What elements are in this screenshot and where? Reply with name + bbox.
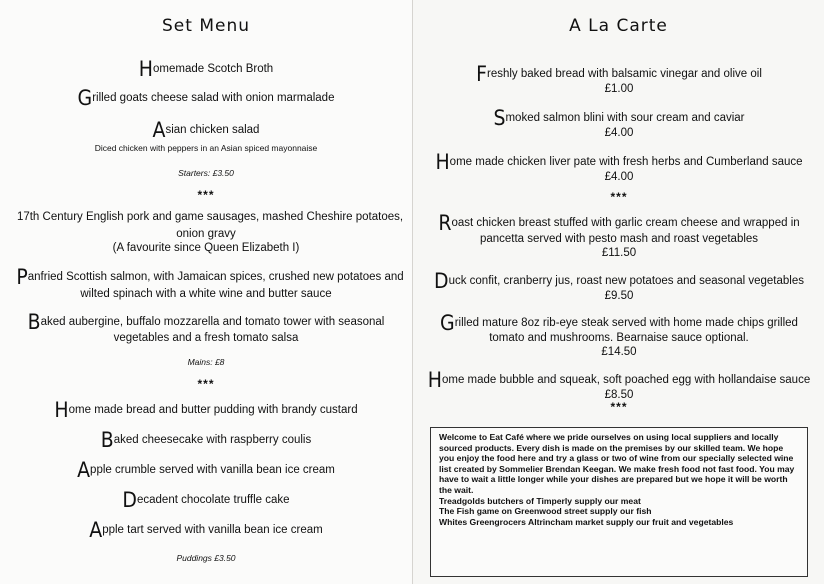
- set-main-2-line2: wilted spinach with a white wine and butter sauce: [80, 288, 332, 300]
- alc-main-4-price: £8.50: [604, 389, 634, 401]
- set-starter-2: Grilled goats cheese salad with onion marmalade: [77, 86, 335, 110]
- set-starter-1: Homemade Scotch Broth: [138, 57, 274, 81]
- set-pudding-4: Decadent chocolate truffle cake: [122, 488, 290, 512]
- set-main-2-line1: Panfried Scottish salmon, with Jamaican spices, crushed new potatoes and: [16, 265, 404, 289]
- alc-starter-1-price: £1.00: [604, 83, 634, 95]
- alc-main-4-line1: Home made bubble and squeak, soft poached egg with hollandaise sauce: [427, 368, 811, 392]
- starters-price: Starters: £3.50: [178, 168, 234, 178]
- set-main-1-line2: onion gravy: [176, 228, 236, 240]
- a-la-carte-title: A La Carte: [569, 16, 668, 36]
- set-menu-title: Set Menu: [162, 16, 250, 36]
- separator-1: ***: [197, 188, 215, 202]
- set-main-1-line1: 17th Century English pork and game sausages, mashed Cheshire potatoes,: [16, 211, 404, 223]
- alc-main-1-line1: Roast chicken breast stuffed with garlic cream cheese and wrapped in: [438, 211, 800, 235]
- puddings-price: Puddings £3.50: [176, 553, 236, 563]
- alc-main-2-price: £9.50: [604, 290, 634, 302]
- alc-starter-3: Home made chicken liver pate with fresh herbs and Cumberland sauce: [435, 150, 803, 174]
- alc-starter-1: Freshly baked bread with balsamic vinegar and olive oil: [476, 62, 762, 86]
- supplier-meat: Treadgolds butchers of Timperly supply our meat: [439, 495, 641, 506]
- set-main-3-line2: vegetables and a fresh tomato salsa: [113, 332, 299, 344]
- mains-price: Mains: £8: [187, 357, 225, 367]
- alc-starter-3-price: £4.00: [604, 171, 634, 183]
- set-main-1-line3: (A favourite since Queen Elizabeth I): [112, 242, 300, 254]
- alc-main-3-line2: tomato and mushrooms. Bearnaise sauce optional.: [489, 332, 749, 344]
- alc-separator-1: ***: [610, 190, 628, 204]
- set-starter-note: Diced chicken with peppers in an Asian spiced mayonnaise: [94, 143, 318, 153]
- set-pudding-1: Home made bread and butter pudding with brandy custard: [54, 398, 358, 422]
- alc-main-3-price: £14.50: [601, 346, 637, 358]
- alc-separator-2: ***: [610, 400, 628, 414]
- separator-2: ***: [197, 377, 215, 391]
- alc-main-3-line1: Grilled mature 8oz rib-eye steak served with home made chips grilled: [440, 311, 798, 335]
- alc-main-1-price: £11.50: [601, 247, 637, 259]
- welcome-info-box: [430, 427, 808, 577]
- supplier-fruit-veg: Whites Greengrocers Altrincham market supply our fruit and vegetables: [439, 516, 734, 527]
- alc-starter-2: Smoked salmon blini with sour cream and caviar: [493, 106, 745, 130]
- alc-starter-2-price: £4.00: [604, 127, 634, 139]
- alc-main-2-line1: Duck confit, cranberry jus, roast new potatoes and seasonal vegetables: [434, 269, 804, 293]
- set-pudding-2: Baked cheesecake with raspberry coulis: [100, 428, 312, 452]
- set-pudding-5: Apple tart served with vanilla bean ice cream: [89, 518, 323, 542]
- alc-main-1-line2: pancetta served with pesto mash and roast vegetables: [479, 233, 759, 245]
- welcome-text: Welcome to Eat Café where we pride ourselves on using local suppliers and locally sourced products. Every dish is made on the premises by our skilled team. We hope you enjoy the food here and try a glass or two of wine from our specially selected wine list created by Sommelier Brendan Keegan. We make fresh food not fast food. You may have to wait a little longer while your dishes are prepared but we hope it will be worth the wait.: [439, 432, 795, 495]
- set-main-3-line1: Baked aubergine, buffalo mozzarella and tomato tower with seasonal: [27, 310, 385, 334]
- supplier-fish: The Fish game on Greenwood street supply our fish: [439, 506, 652, 517]
- set-pudding-3: Apple crumble served with vanilla bean ice cream: [77, 458, 335, 482]
- set-starter-3: Asian chicken salad: [152, 118, 260, 142]
